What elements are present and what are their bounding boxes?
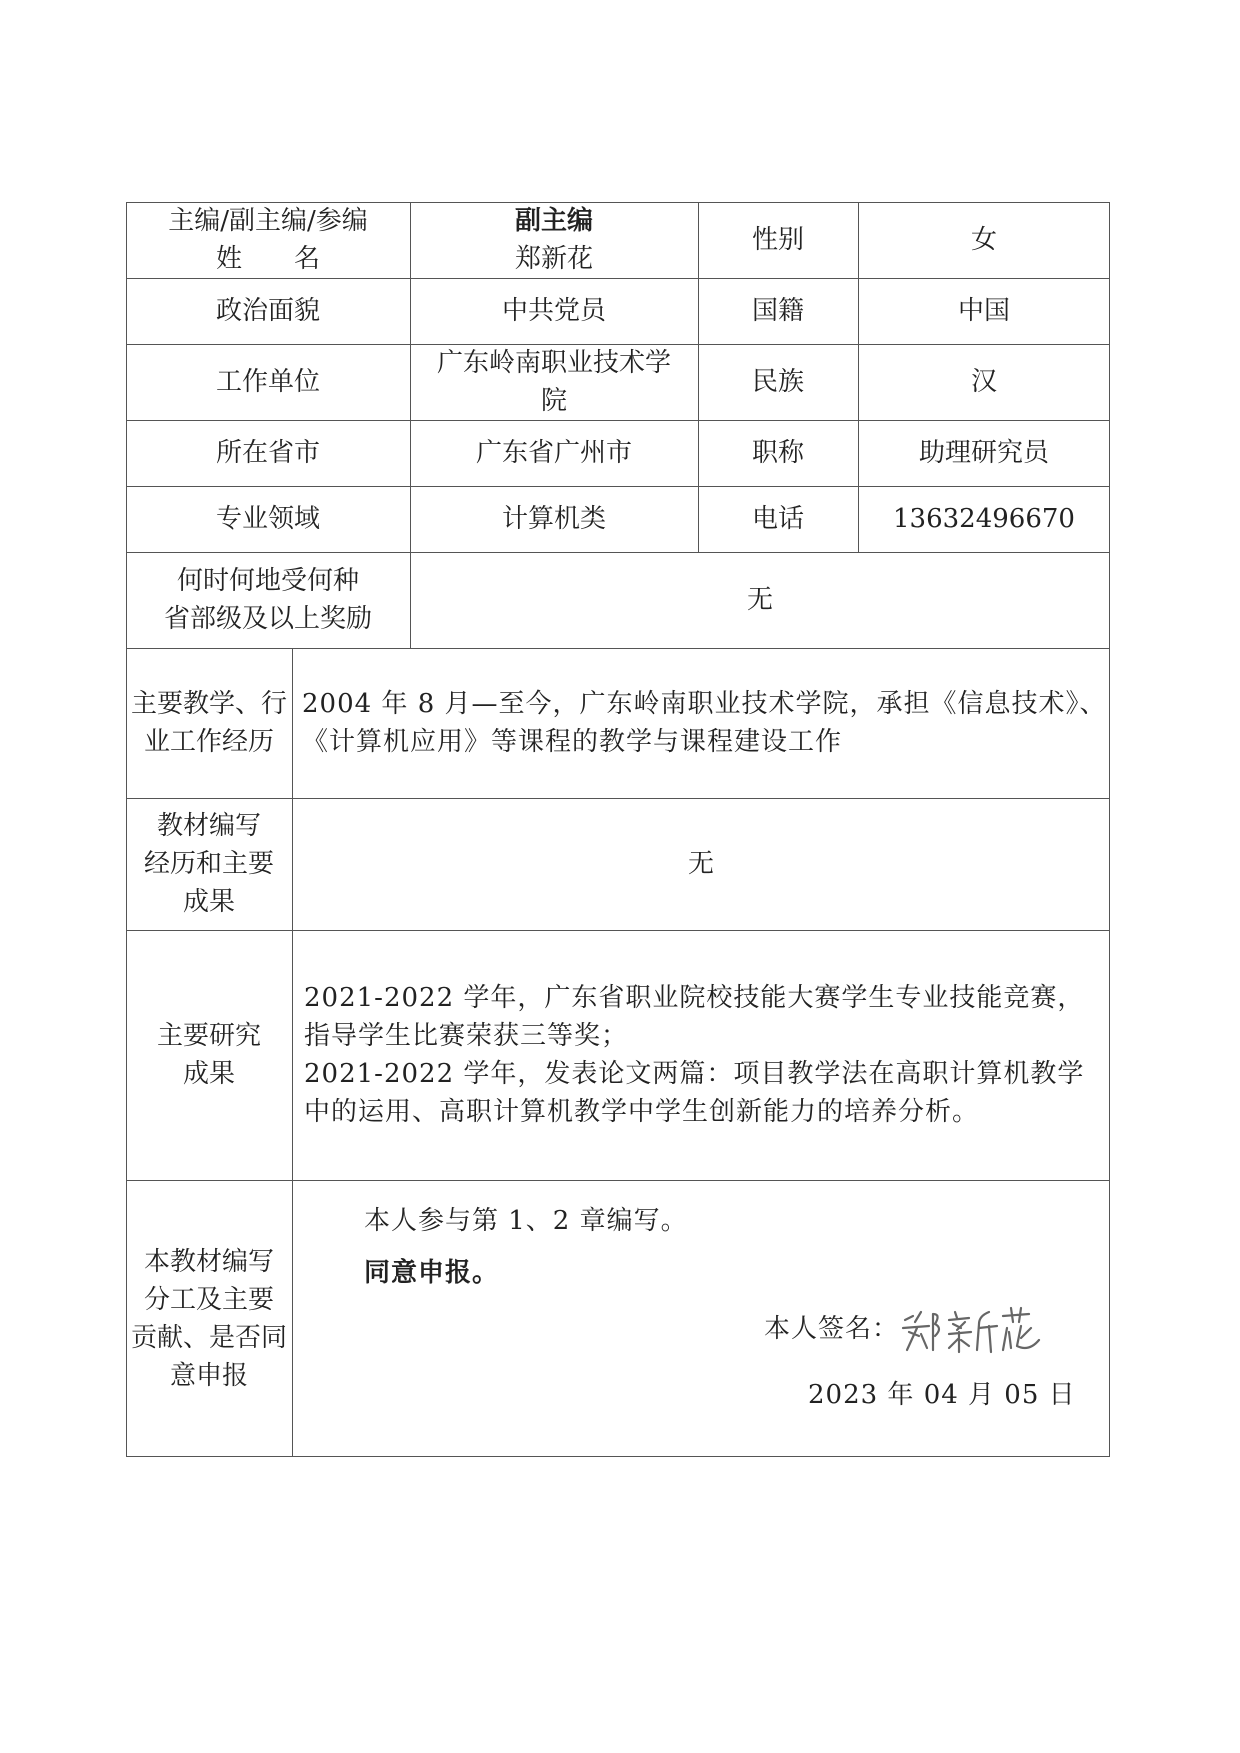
gender-label: 性别 — [751, 225, 804, 255]
textbook-label-line2: 经历和主要 — [143, 849, 274, 879]
role-value: 副主编 — [514, 206, 593, 236]
province-value: 广东省广州市 — [475, 438, 632, 468]
name-label — [126, 202, 410, 278]
experience-line1: 2004 年 8 月—至今，广东岭南职业技术学院，承担《信息技术》、 — [302, 689, 1107, 719]
experience-label-line1: 主要教学、行 — [130, 689, 287, 719]
division-label-line2: 分工及主要 — [143, 1284, 274, 1315]
research-label-line2: 成果 — [182, 1059, 235, 1089]
ethnicity-label: 民族 — [751, 367, 804, 397]
division-value — [292, 1180, 1110, 1457]
awards-value: 无 — [746, 585, 773, 615]
division-label-line4: 意申报 — [169, 1360, 248, 1391]
awards-label — [126, 552, 410, 648]
phone-label: 电话 — [751, 504, 804, 534]
title-value: 助理研究员 — [918, 438, 1049, 468]
division-label-line1: 本教材编写 — [143, 1246, 274, 1277]
province-label: 所在省市 — [215, 438, 320, 468]
experience-label-line2: 业工作经历 — [143, 727, 274, 757]
employer-value — [410, 344, 698, 420]
research-line2: 指导学生比赛荣获三等奖； — [304, 1021, 629, 1051]
name-label-line2: 姓 名 — [215, 244, 320, 274]
division-label-line3: 贡献、是否同 — [130, 1322, 287, 1353]
person-name: 郑新花 — [514, 244, 593, 274]
division-line2: 同意申报。 — [364, 1258, 500, 1288]
name-label-line1: 主编/副主编/参编 — [168, 206, 368, 236]
awards-label-line2: 省部级及以上奖励 — [163, 604, 372, 634]
application-form-table — [126, 202, 1110, 1457]
nationality-label: 国籍 — [751, 296, 804, 326]
employer-line2: 院 — [540, 386, 567, 416]
research-line1: 2021-2022 学年，广东省职业院校技能大赛学生专业技能竞赛， — [304, 983, 1085, 1013]
ethnicity-value: 汉 — [970, 367, 997, 397]
research-value — [292, 930, 1110, 1180]
textbook-label-line3: 成果 — [182, 887, 235, 917]
politics-value: 中共党员 — [501, 296, 606, 326]
employer-label: 工作单位 — [215, 367, 320, 397]
gender-value: 女 — [970, 225, 997, 255]
employer-line1: 广东岭南职业技术学 — [436, 348, 671, 378]
research-line3: 2021-2022 学年，发表论文两篇：项目教学法在高职计算机教学 — [304, 1059, 1085, 1089]
title-label: 职称 — [751, 438, 804, 468]
nationality-value: 中国 — [957, 296, 1010, 326]
research-label — [126, 930, 292, 1180]
field-label: 专业领域 — [215, 504, 320, 534]
field-value: 计算机类 — [501, 504, 606, 534]
research-line4: 中的运用、高职计算机教学中学生创新能力的培养分析。 — [304, 1097, 980, 1127]
textbook-label — [126, 798, 292, 930]
signature-label: 本人签名： — [764, 1314, 900, 1344]
experience-label — [126, 648, 292, 798]
division-line1: 本人参与第 1、2 章编写。 — [364, 1206, 688, 1236]
phone-value: 13632496670 — [893, 504, 1075, 534]
handwritten-signature — [899, 1302, 1049, 1356]
name-value — [410, 202, 698, 278]
textbook-value: 无 — [687, 849, 714, 879]
division-label — [126, 1180, 292, 1457]
politics-label: 政治面貌 — [215, 296, 320, 326]
research-label-line1: 主要研究 — [156, 1021, 261, 1051]
signature-line — [764, 1302, 1049, 1356]
textbook-label-line1: 教材编写 — [156, 811, 261, 841]
experience-value — [292, 648, 1110, 798]
experience-line2: 《计算机应用》等课程的教学与课程建设工作 — [302, 727, 843, 757]
awards-label-line1: 何时何地受何种 — [176, 566, 359, 596]
sign-date: 2023 年 04 月 05 日 — [808, 1380, 1076, 1410]
